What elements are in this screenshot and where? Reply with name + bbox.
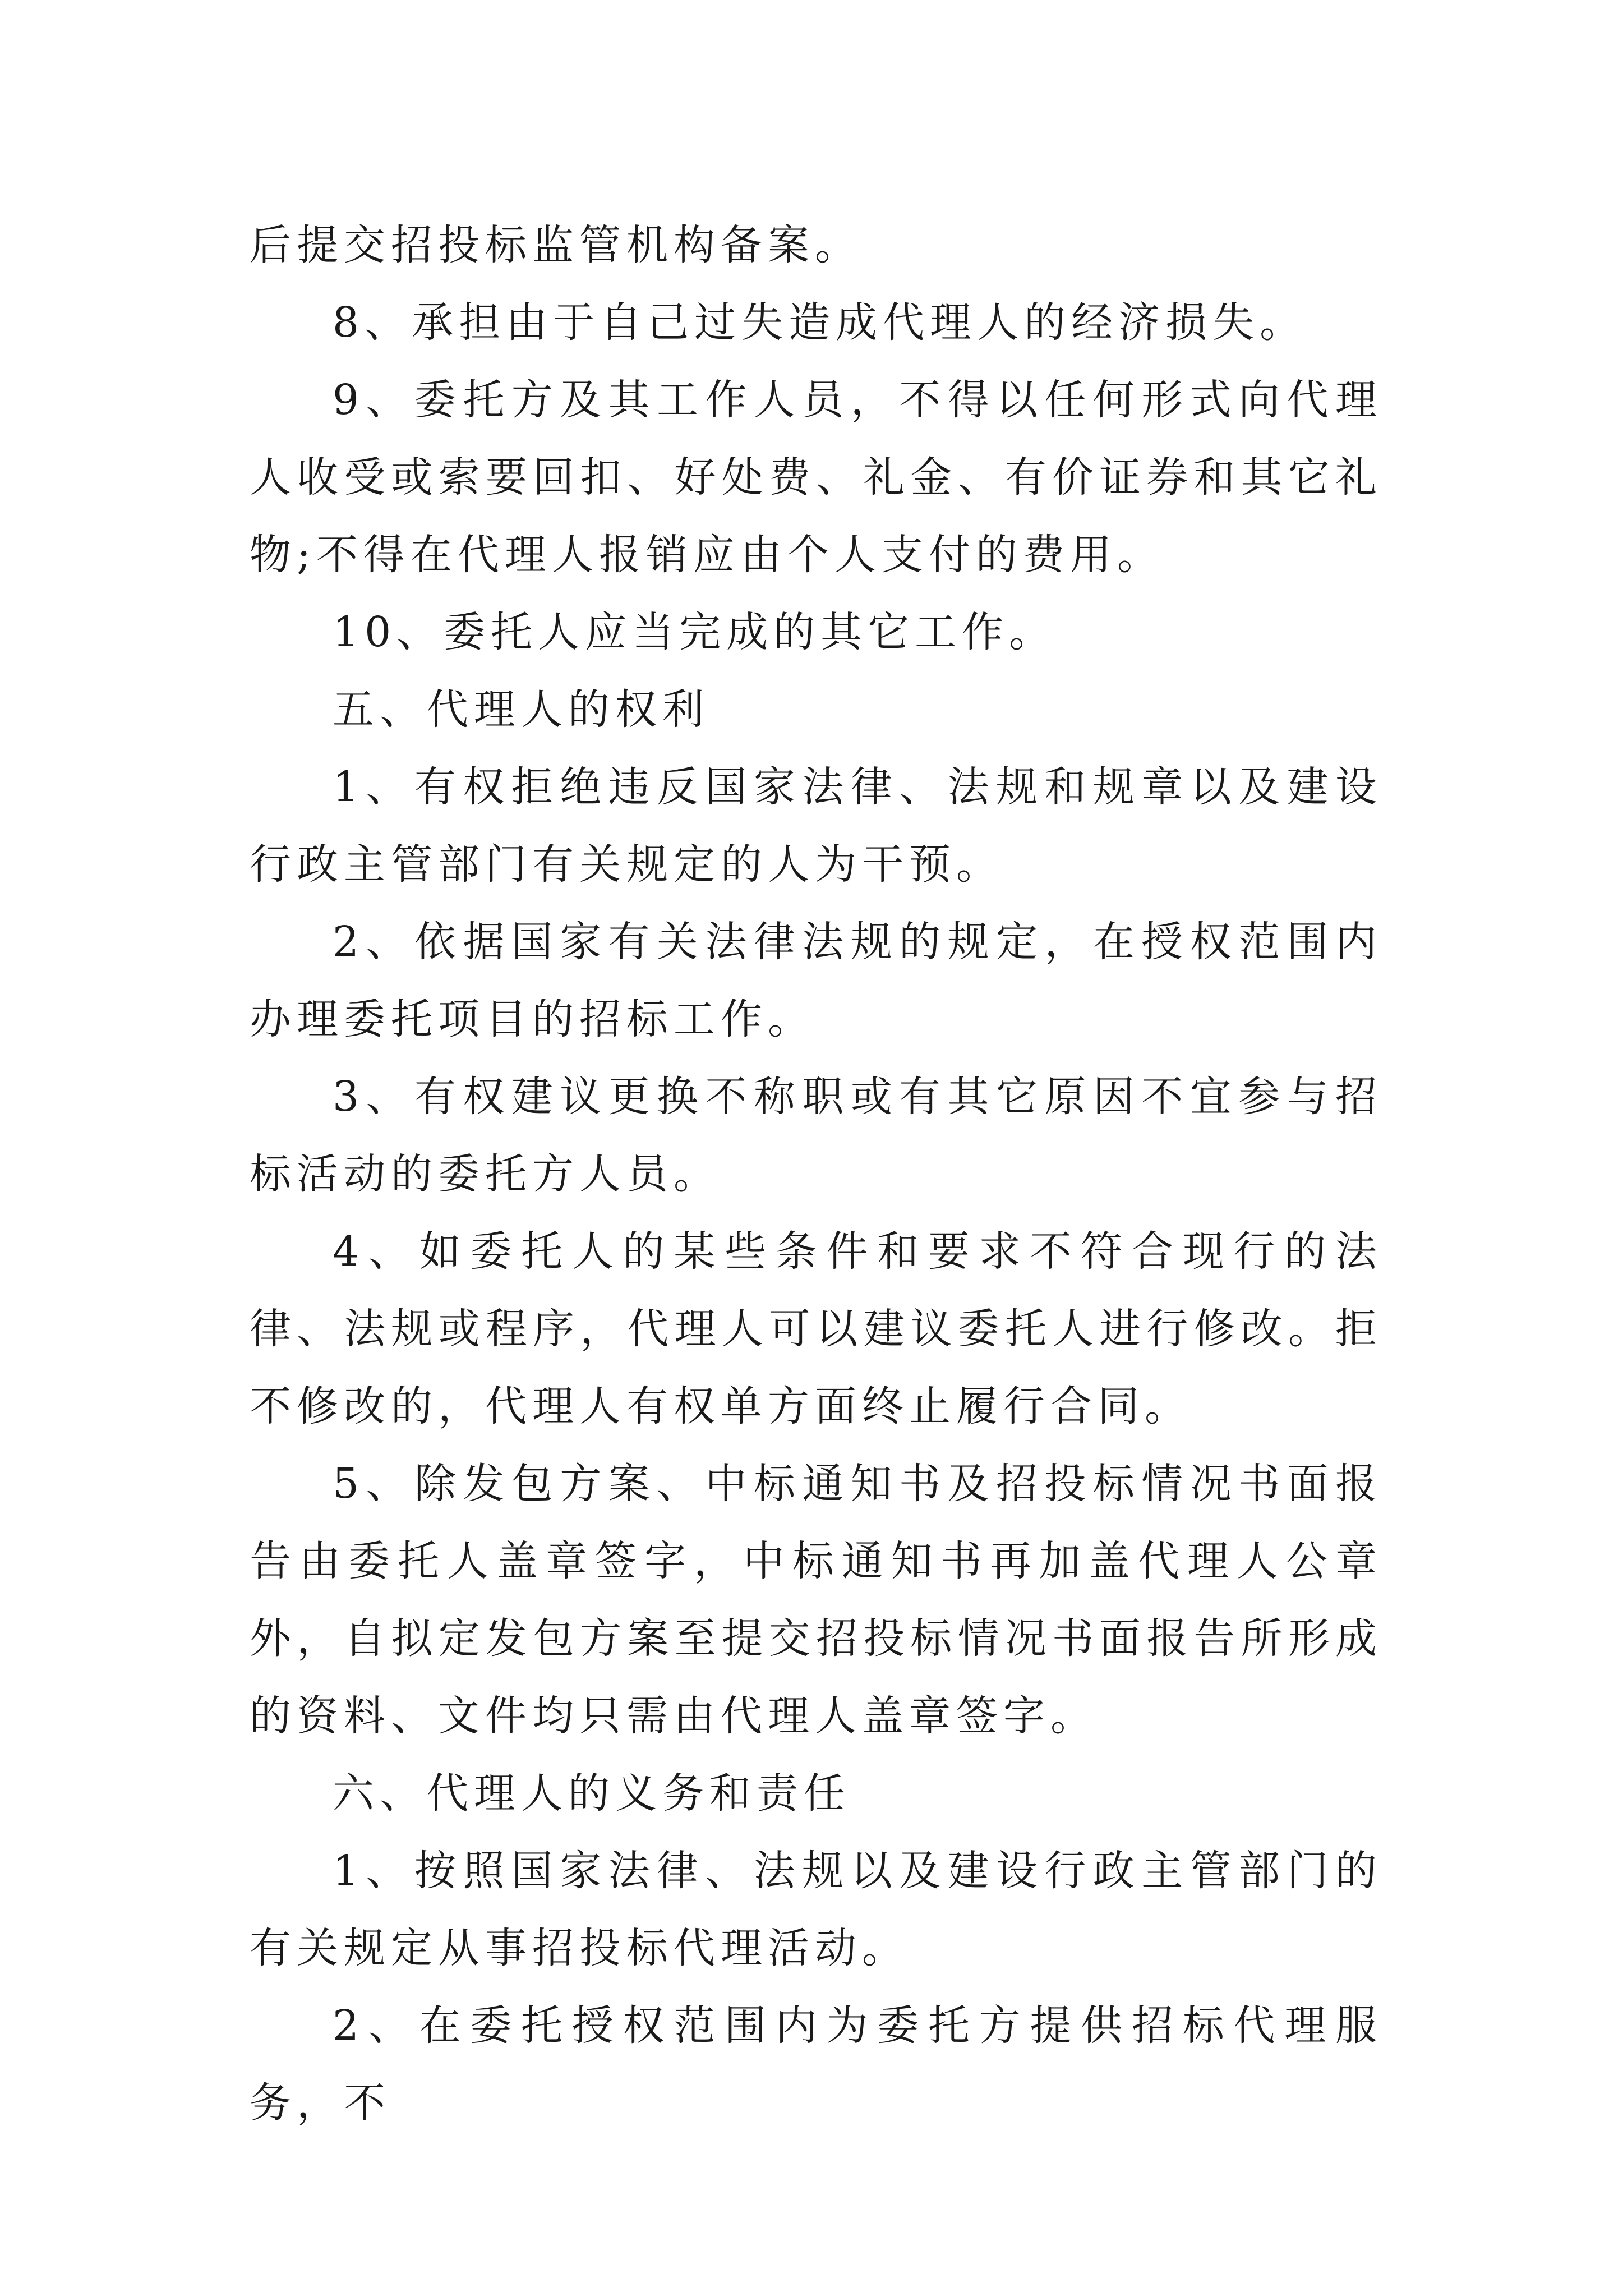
section-heading-agent-rights: 五、代理人的权利 xyxy=(333,685,709,734)
paragraph-item-8: 8、承担由于自己过失造成代理人的经济损失。 xyxy=(333,298,1307,347)
paragraph-rights-1: 1、有权拒绝违反国家法律、法规和规章以及建设行政主管部门有关规定的人为干预。 xyxy=(250,763,1382,889)
paragraph-rights-5: 5、除发包方案、中标通知书及招投标情况书面报告由委托人盖章签字，中标通知书再加盖代理人公章外，自拟定发包方案至提交招投标情况书面报告所形成的资料、文件均只需由代理人盖章签字。 xyxy=(250,1460,1382,1740)
paragraph-item-9: 9、委托方及其工作人员，不得以任何形式向代理人收受或索要回扣、好处费、礼金、有价证券和其它礼物;不得在代理人报销应由个人支付的费用。 xyxy=(250,376,1382,579)
paragraph-rights-3: 3、有权建议更换不称职或有其它原因不宜参与招标活动的委托方人员。 xyxy=(250,1073,1382,1198)
section-heading-agent-duties: 六、代理人的义务和责任 xyxy=(333,1769,851,1818)
paragraph-duties-2: 2、在委托授权范围内为委托方提供招标代理服务，不 xyxy=(250,2001,1382,2127)
document-body xyxy=(250,206,1382,2142)
paragraph-item-10: 10、委托人应当完成的其它工作。 xyxy=(333,608,1057,656)
paragraph-rights-2: 2、依据国家有关法律法规的规定，在授权范围内办理委托项目的招标工作。 xyxy=(250,918,1382,1043)
paragraph-rights-4: 4、如委托人的某些条件和要求不符合现行的法律、法规或程序，代理人可以建议委托人进行修改。拒不修改的，代理人有权单方面终止履行合同。 xyxy=(250,1227,1382,1430)
paragraph-continuation: 后提交招投标监管机构备案。 xyxy=(250,221,862,269)
paragraph-duties-1: 1、按照国家法律、法规以及建设行政主管部门的有关规定从事招投标代理活动。 xyxy=(250,1847,1382,1972)
